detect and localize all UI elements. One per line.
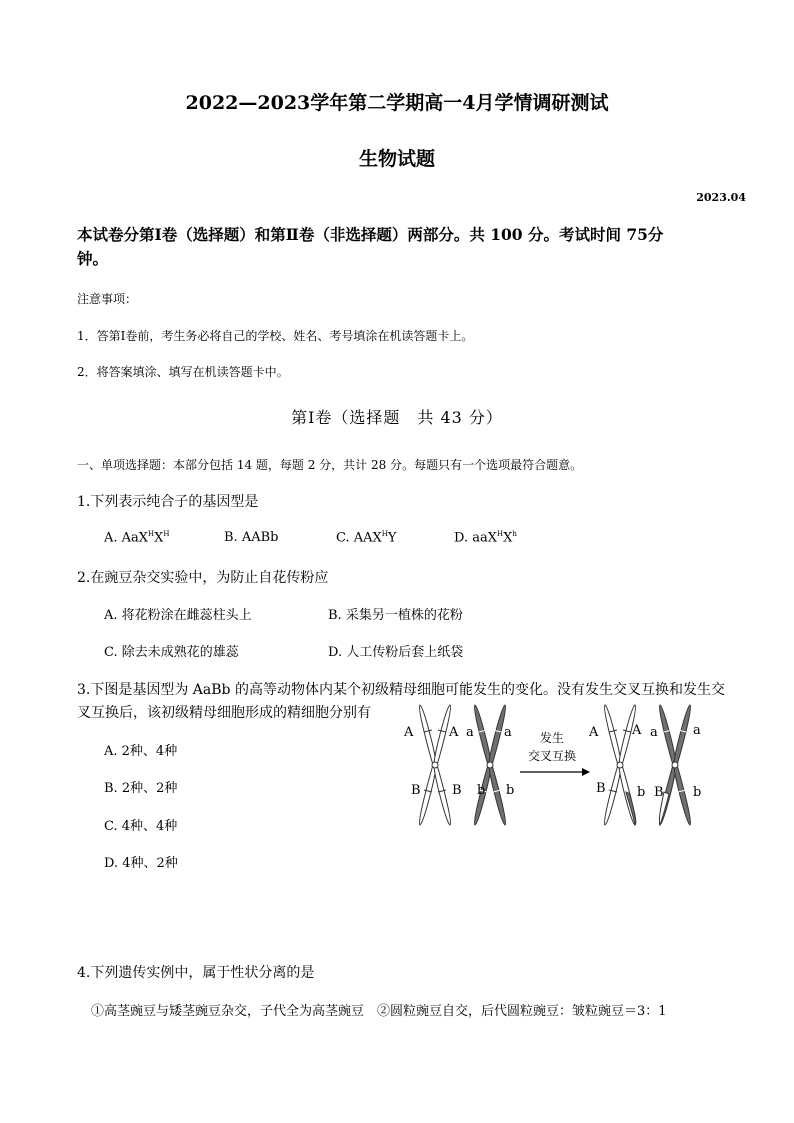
exam-title: 2022—2023学年第二学期高一4月学情调研测试 — [185, 92, 609, 114]
q2-option-c: C. 除去未成熟花的雄蕊 — [104, 645, 239, 660]
chromosome-white-left — [420, 705, 451, 825]
q2-option-d: D. 人工传粉后套上纸袋 — [328, 645, 464, 660]
q3-option-b: B. 2种、2种 — [104, 781, 178, 796]
label-A-2: A — [449, 725, 459, 740]
q4-items: ①高茎豌豆与矮茎豌豆杂交，子代全为高茎豌豆 ②圆粒豌豆自交，后代圆粒豌豆：皱粒豌豆＝3：1 — [91, 1004, 667, 1019]
q2-stem: 2.在豌豆杂交实验中，为防止自花传粉应 — [77, 570, 329, 586]
label-B-2: B — [452, 783, 462, 798]
subject-title: 生物试题 — [358, 148, 435, 170]
notice-item-2: 2．将答案填涂、填写在机读答题卡中。 — [77, 365, 289, 379]
q3-option-c: C. 4种、4种 — [104, 819, 178, 834]
arrow-label-line-2: 交叉互换 — [527, 749, 577, 763]
label-A-4: A — [632, 723, 642, 738]
arrow-head-icon — [582, 768, 590, 776]
q3-stem-line-1: 3.下图是基因型为 AaBb 的高等动物体内某个初级精母细胞可能发生的变化。没有发生交叉互换和发生交 — [77, 682, 725, 698]
q1-option-c: C. $AAX^HY$ — [336, 530, 397, 546]
label-B-1: B — [411, 783, 421, 798]
label-a-4: a — [693, 723, 701, 738]
label-b-3: b — [637, 785, 646, 800]
section-instructions: 一、单项选择题：本部分包括 14 题，每题 2 分，共计 28 分。每题只有一个选项最符合题意。 — [77, 458, 583, 472]
notice-item-1: 1．答第Ⅰ卷前，考生务必将自己的学校、姓名、考号填涂在机读答题卡上。 — [77, 329, 474, 343]
intro-line-2: 钟。 — [77, 249, 109, 268]
crossover-figure — [400, 700, 720, 830]
intro-text — [77, 223, 717, 271]
label-A-1: A — [404, 725, 414, 740]
label-B-4: B — [654, 785, 664, 800]
label-a-3: a — [650, 725, 658, 740]
intro-line-1: 本试卷分第Ⅰ卷（选择题）和第Ⅱ卷（非选择题）两部分。共 100 分。考试时间 75分 — [77, 225, 664, 244]
q1-option-d: D. $aaX^HX^h$ — [454, 530, 517, 546]
label-b-1: b — [477, 783, 486, 798]
q1-option-b: B. AABb — [224, 530, 279, 545]
section-title: 第Ⅰ卷（选择题 共 43 分） — [291, 408, 503, 427]
q4-stem: 4.下列遗传实例中，属于性状分离的是 — [77, 965, 315, 981]
label-b-2: b — [506, 783, 515, 798]
q1-option-a: A. $AaX^HX^H$ — [104, 530, 170, 546]
q2-option-a: A. 将花粉涂在雌蕊柱头上 — [104, 608, 252, 623]
chromosome-grey-left — [475, 705, 506, 825]
label-b-4: b — [693, 785, 702, 800]
label-a-1: a — [466, 725, 474, 740]
q2-option-b: B. 采集另一植株的花粉 — [328, 608, 463, 623]
label-A-3: A — [589, 725, 599, 740]
q1-stem: 1.下列表示纯合子的基因型是 — [77, 494, 259, 510]
q3-option-a: A. 2种、4种 — [104, 744, 178, 759]
exam-date: 2023.04 — [696, 191, 746, 204]
label-B-3: B — [596, 781, 606, 796]
chromosome-grey-right — [659, 705, 690, 825]
notice-title: 注意事项： — [77, 292, 138, 306]
arrow-label-line-1: 发生 — [539, 731, 565, 745]
q3-stem-line-2: 叉互换后，该初级精母细胞形成的精细胞分别有 — [77, 705, 371, 721]
q3-option-d: D. 4种、2种 — [104, 856, 178, 871]
label-a-2: a — [504, 725, 512, 740]
